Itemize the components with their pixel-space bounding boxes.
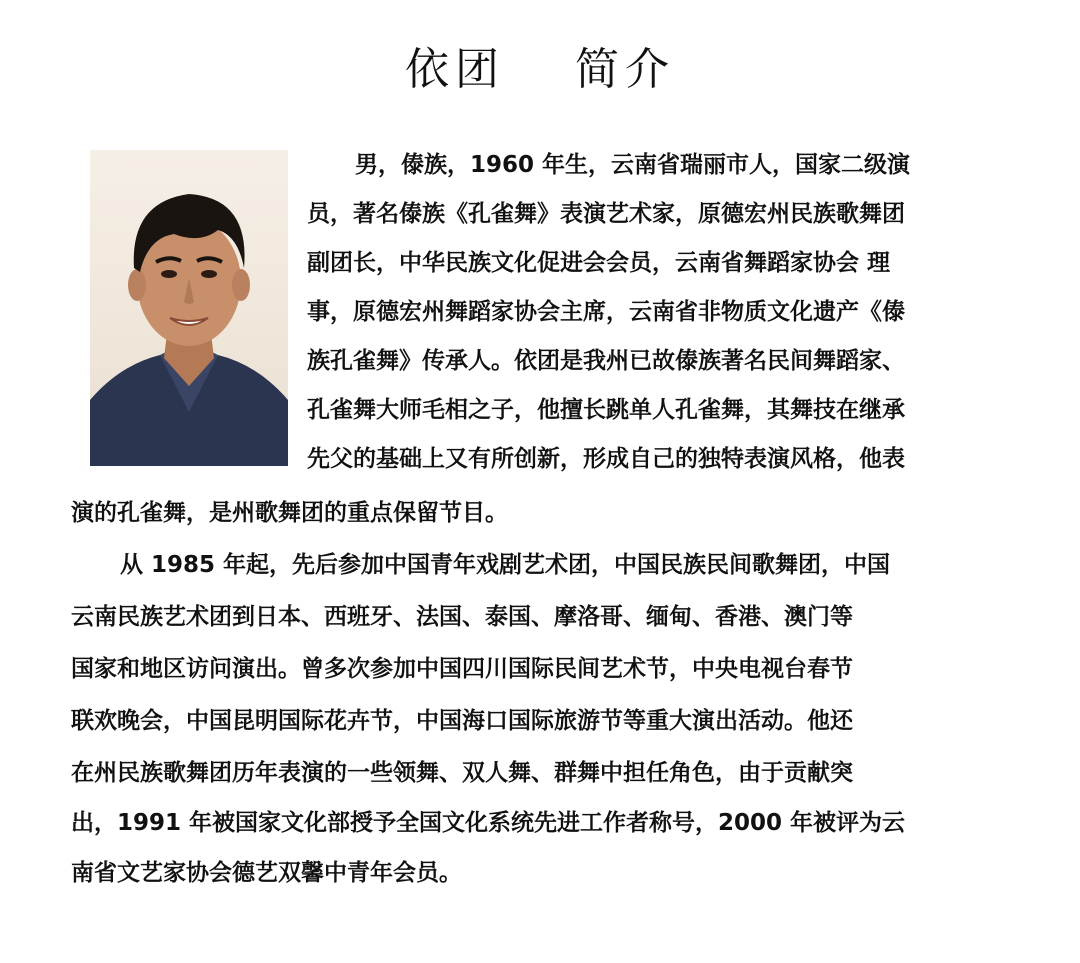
paragraph1-line-7: 先父的基础上又有所创新，形成自己的独特表演风格，他表	[307, 446, 905, 472]
paragraph1-line-8: 演的孔雀舞，是州歌舞团的重点保留节目。	[71, 500, 508, 526]
paragraph2-line-3: 国家和地区访问演出。曾多次参加中国四川国际民间艺术节，中央电视台春节	[71, 656, 853, 682]
paragraph2-line-4: 联欢晚会，中国昆明国际花卉节，中国海口国际旅游节等重大演出活动。他还	[71, 708, 853, 734]
paragraph1-line-2: 员，著名傣族《孔雀舞》表演艺术家，原德宏州民族歌舞团	[307, 201, 905, 227]
paragraph2-line-1: 从 1985 年起，先后参加中国青年戏剧艺术团，中国民族民间歌舞团，中国	[120, 552, 891, 578]
paragraph2-line-6: 出，1991 年被国家文化部授予全国文化系统先进工作者称号，2000 年被评为云	[71, 810, 906, 836]
paragraph1-line-4: 事，原德宏州舞蹈家协会主席，云南省非物质文化遗产《傣	[307, 299, 905, 325]
paragraph1-line-1: 男，傣族，1960 年生，云南省瑞丽市人，国家二级演	[355, 152, 911, 178]
portrait-illustration	[90, 150, 288, 466]
paragraph2-line-5: 在州民族歌舞团历年表演的一些领舞、双人舞、群舞中担任角色，由于贡献突	[71, 760, 853, 786]
portrait-photo	[90, 150, 288, 466]
paragraph2-line-7: 南省文艺家协会德艺双馨中青年会员。	[71, 860, 462, 886]
paragraph1-line-6: 孔雀舞大师毛相之子，他擅长跳单人孔雀舞，其舞技在继承	[307, 397, 905, 423]
paragraph1-line-5: 族孔雀舞》传承人。依团是我州已故傣族著名民间舞蹈家、	[307, 348, 905, 374]
page-title: 依团 简介	[405, 44, 675, 95]
paragraph1-line-3: 副团长，中华民族文化促进会会员，云南省舞蹈家协会 理	[307, 250, 891, 276]
paragraph2-line-2: 云南民族艺术团到日本、西班牙、法国、泰国、摩洛哥、缅甸、香港、澳门等	[71, 604, 853, 630]
